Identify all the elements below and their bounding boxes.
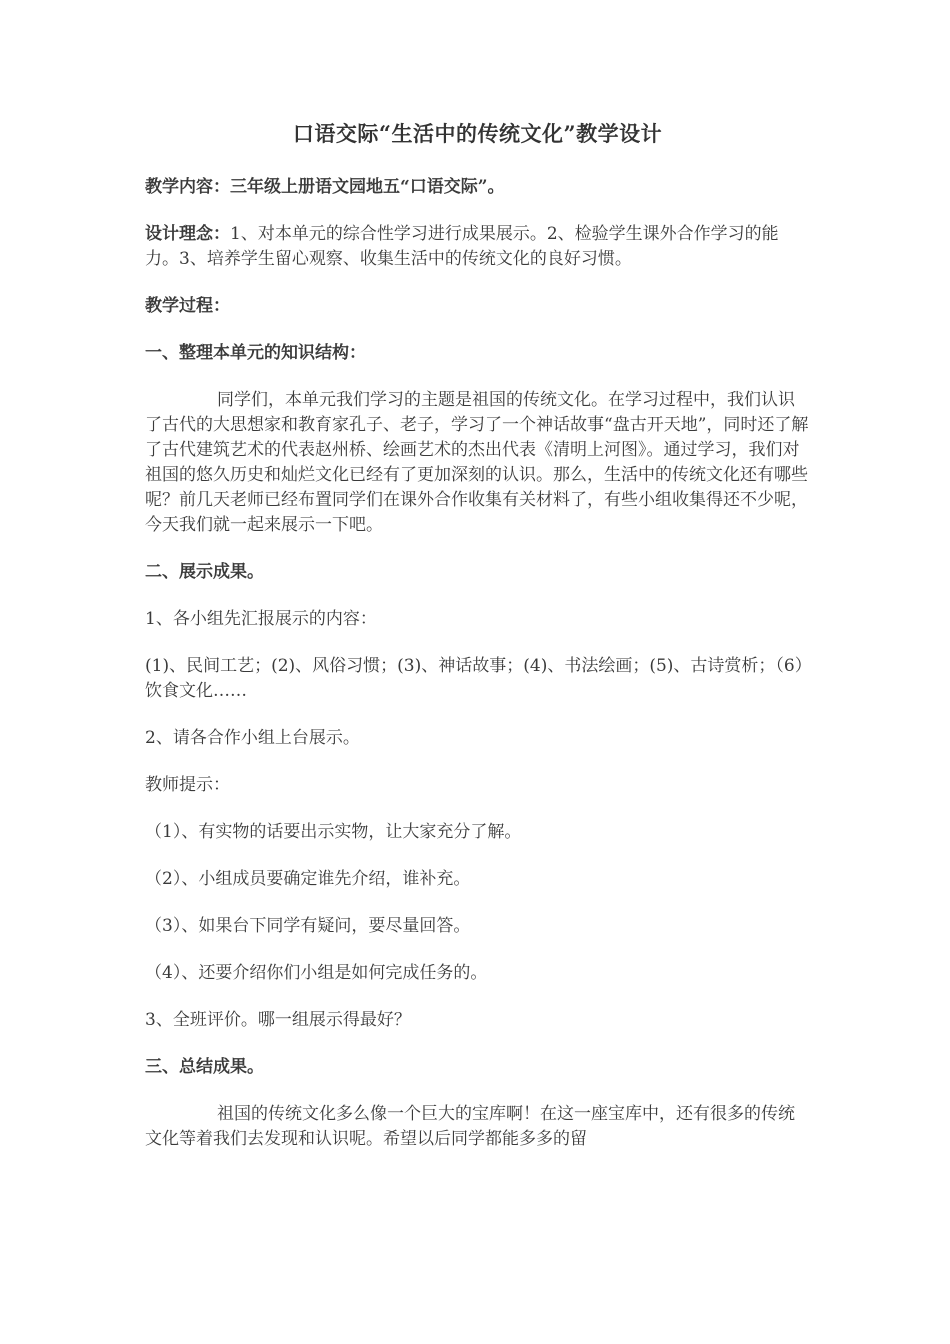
hint-item: （1）、有实物的话要出示实物，让大家充分了解。 bbox=[145, 822, 522, 842]
step1-text: 1、各小组先汇报展示的内容： bbox=[145, 609, 377, 629]
hint-item: （2）、小组成员要确定谁先介绍，谁补充。 bbox=[145, 869, 471, 889]
section2-heading: 二、展示成果。 bbox=[145, 562, 264, 582]
design-concept-text: 1、对本单元的综合性学习进行成果展示。2、检验学生课外合作学习的能力。3、培养学生留心观察、收集生活中的传统文化的良好习惯。 bbox=[145, 224, 779, 269]
section1-heading: 一、整理本单元的知识结构： bbox=[145, 343, 366, 363]
teacher-hint-label: 教师提示： bbox=[145, 775, 230, 795]
design-concept bbox=[145, 222, 810, 272]
section3-paragraph: 祖国的传统文化多么像一个巨大的宝库啊！在这一座宝库中，还有很多的传统文化等着我们去发现和认识呢。希望以后同学都能多多的留 bbox=[145, 1104, 795, 1149]
design-concept-label: 设计理念： bbox=[145, 224, 230, 244]
hint-item: （3）、如果台下同学有疑问，要尽量回答。 bbox=[145, 916, 471, 936]
teaching-content bbox=[145, 175, 810, 200]
teaching-content-label: 教学内容： bbox=[145, 177, 230, 197]
teaching-process-label: 教学过程： bbox=[145, 296, 230, 316]
hint-item: （4）、还要介绍你们小组是如何完成任务的。 bbox=[145, 963, 488, 983]
step3-text: 3、全班评价。哪一组展示得最好？ bbox=[145, 1010, 411, 1030]
section3-heading: 三、总结成果。 bbox=[145, 1057, 264, 1077]
section1-paragraph: 同学们，本单元我们学习的主题是祖国的传统文化。在学习过程中，我们认识了古代的大思想家和教育家孔子、老子，学习了一个神话故事“盘古开天地”，同时还了解了古代建筑艺术的代表赵州桥、绘画艺术的杰出代表《清明上河图》。通过学习，我们对祖国的悠久历史和灿烂文化已经有了更加深刻的认识。那么，生活中的传统文化还有哪些呢？前几天老师已经布置同学们在课外合作收集有关材料了，有些小组收集得还不少呢，今天我们就一起来展示一下吧。 bbox=[145, 390, 809, 535]
document-page bbox=[145, 118, 810, 1174]
teaching-content-text: 三年级上册语文园地五“口语交际”。 bbox=[230, 177, 505, 197]
step2-text: 2、请各合作小组上台展示。 bbox=[145, 728, 360, 748]
step1-list: (1)、民间工艺；(2)、风俗习惯；(3)、神话故事；(4)、书法绘画；(5)、古诗赏析；（6）饮食文化…… bbox=[145, 656, 804, 701]
document-title: 口语交际“生活中的传统文化”教学设计 bbox=[292, 121, 663, 146]
